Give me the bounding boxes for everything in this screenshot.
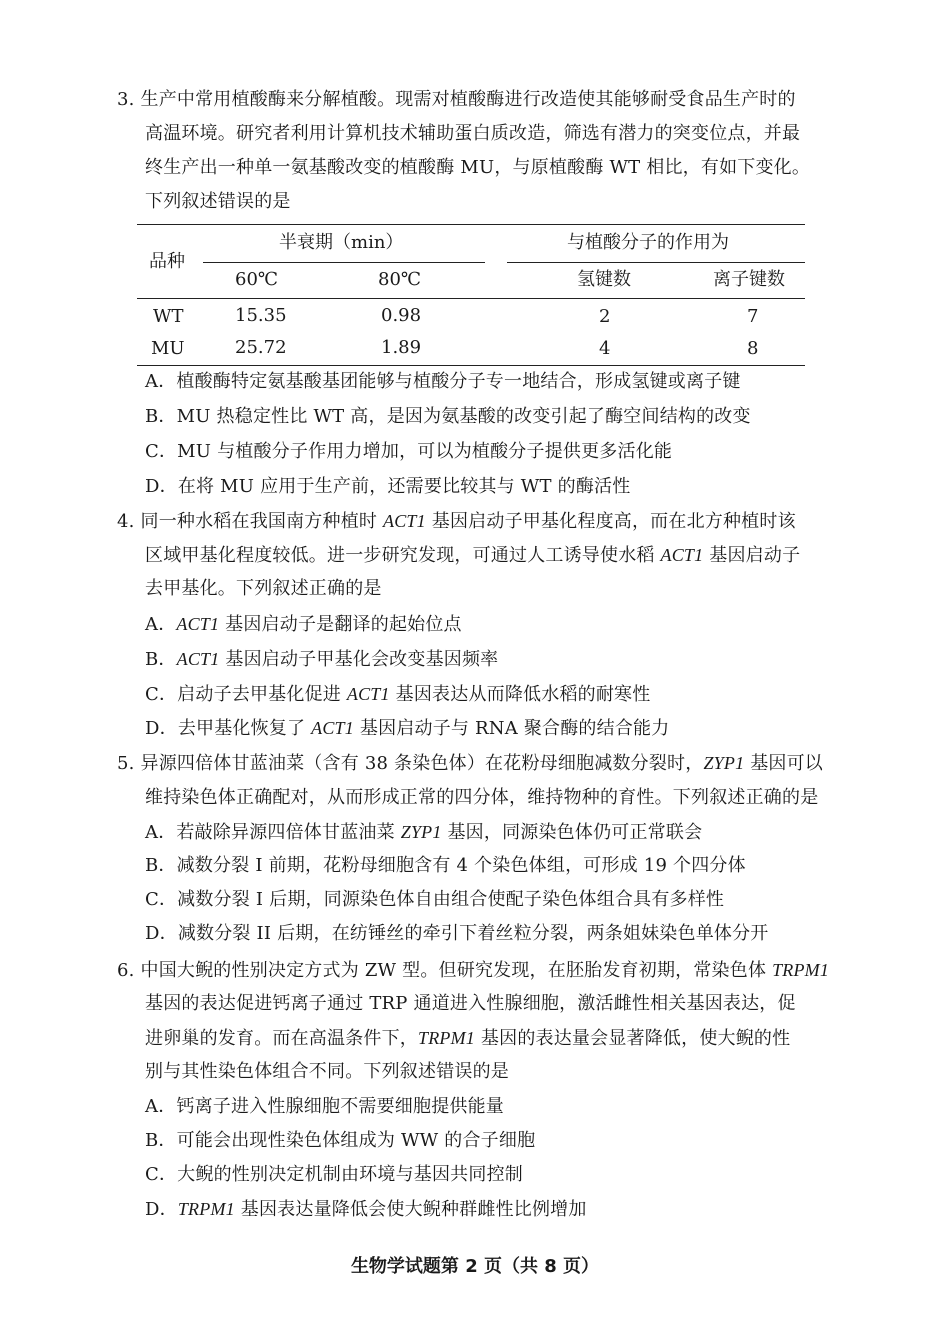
gene-name: ACT1	[660, 545, 704, 565]
q4-number: 4.	[117, 511, 135, 532]
q6-stem-text: 进卵巢的发育。而在高温条件下，	[145, 1028, 418, 1049]
page-footer: 生物学试题第 2 页（共 8 页）	[350, 1256, 600, 1277]
table-header-halflife: 半衰期（min）	[279, 232, 404, 253]
q5-stem-text: 基因可以	[750, 753, 824, 774]
gene-name: ZYP1	[400, 822, 442, 842]
q4-stem-line-1	[117, 509, 796, 534]
table-header-rule	[137, 298, 805, 299]
option-text: 基因启动子甲基化会改变基因频率	[225, 649, 499, 670]
table-row-wt-t80: 0.98	[381, 305, 422, 326]
q3-stem-line-1	[117, 88, 796, 112]
q6-number: 6.	[117, 960, 135, 981]
q5-stem-line-1	[117, 751, 823, 776]
option-text: 基因启动子与 RNA 聚合酶的结合能力	[359, 718, 670, 739]
q3-option-b: B．MU 热稳定性比 WT 高，是因为氨基酸的改变引起了酶空间结构的改变	[145, 406, 751, 427]
q5-stem-line-2: 维持染色体正确配对，从而形成正常的四分体，维持物种的育性。下列叙述正确的是	[145, 787, 819, 808]
table-row-mu-t80: 1.89	[381, 337, 422, 358]
q3-number: 3.	[117, 89, 135, 110]
q5-number: 5.	[117, 753, 135, 774]
q5-option-a	[145, 820, 702, 845]
q4-option-a	[145, 612, 462, 637]
q4-option-d	[145, 716, 669, 741]
option-label: D．	[145, 1199, 178, 1220]
q4-option-c	[145, 682, 650, 707]
q4-stem-text: 同一种水稻在我国南方种植时	[140, 511, 378, 532]
table-header-interaction: 与植酸分子的作用为	[567, 232, 729, 253]
table-subheader-ionic: 离子键数	[713, 269, 785, 290]
q4-stem-line-3: 去甲基化。下列叙述正确的是	[145, 578, 382, 599]
table-row-wt-variety: WT	[153, 306, 184, 327]
q6-stem-line-2: 基因的表达促进钙离子通过 TRP 通道进入性腺细胞，激活雌性相关基因表达，促	[145, 993, 796, 1014]
q4-stem-text: 基因启动子甲基化程度高，而在北方种植时该	[431, 511, 796, 532]
table-subheader-hbonds: 氢键数	[577, 269, 631, 290]
gene-name: ACT1	[176, 649, 220, 669]
table-row-mu-ionic: 8	[747, 338, 759, 359]
q3-data-table	[137, 224, 805, 366]
option-text: A．若敲除异源四倍体甘蓝油菜	[145, 822, 395, 843]
q3-option-a: A．植酸酶特定氨基酸基团能够与植酸分子专一地结合，形成氢键或离子键	[145, 371, 741, 392]
gene-name: TRPM1	[772, 960, 830, 980]
table-top-rule	[137, 224, 805, 225]
table-bottom-rule	[137, 365, 805, 366]
q3-stem-line-2: 高温环境。研究者利用计算机技术辅助蛋白质改造，筛选有潜力的突变位点，并最	[145, 123, 801, 144]
q6-option-d	[145, 1197, 587, 1222]
q3-stem-line-4: 下列叙述错误的是	[145, 191, 291, 212]
table-subheader-80c: 80℃	[378, 269, 422, 290]
q3-stem-text-1: 生产中常用植酸酶来分解植酸。现需对植酸酶进行改造使其能够耐受食品生产时的	[140, 89, 796, 110]
q6-stem-text: 中国大鲵的性别决定方式为 ZW 型。但研究发现，在胚胎发育初期，常染色体	[140, 960, 767, 981]
table-subheader-60c: 60℃	[235, 269, 279, 290]
gene-name: ACT1	[383, 511, 426, 531]
gene-name: ACT1	[176, 614, 220, 634]
gene-name: TRPM1	[418, 1028, 475, 1048]
q3-stem-line-3: 终生产出一种单一氨基酸改变的植酸酶 MU，与原植酸酶 WT 相比，有如下变化。	[145, 157, 811, 178]
table-row-wt-hbonds: 2	[599, 306, 611, 327]
option-text: 基因表达量降低会使大鲵种群雌性比例增加	[240, 1199, 587, 1220]
table-header-variety: 品种	[149, 251, 185, 272]
table-row-mu-variety: MU	[151, 338, 185, 359]
q6-stem-line-4: 别与其性染色体组合不同。下列叙述错误的是	[145, 1061, 509, 1082]
q4-stem-text: 基因启动子	[709, 545, 801, 566]
option-text: 基因表达从而降低水稻的耐寒性	[395, 684, 651, 705]
gene-name: ACT1	[311, 718, 354, 738]
table-row-wt-ionic: 7	[747, 306, 759, 327]
q5-option-c: C．减数分裂 I 后期，同源染色体自由组合使配子染色体组合具有多样性	[145, 889, 725, 910]
q6-option-b: B．可能会出现性染色体组成为 WW 的合子细胞	[145, 1130, 536, 1151]
q6-stem-line-1	[117, 958, 829, 983]
gene-name: ACT1	[346, 684, 390, 704]
table-row-mu-t60: 25.72	[235, 337, 287, 358]
q4-option-b	[145, 647, 498, 672]
q5-stem-text: 异源四倍体甘蓝油菜（含有 38 条染色体）在花粉母细胞减数分裂时，	[140, 753, 704, 774]
q6-stem-line-3	[145, 1026, 790, 1051]
option-label: A．	[145, 614, 177, 635]
q5-option-d: D．减数分裂 II 后期，在纺锤丝的牵引下着丝粒分裂，两条姐妹染色单体分开	[145, 923, 769, 944]
q6-option-a: A．钙离子进入性腺细胞不需要细胞提供能量	[145, 1096, 504, 1117]
option-text: 基因，同源染色体仍可正常联会	[447, 822, 703, 843]
gene-name: ZYP1	[703, 753, 745, 773]
option-text: C．启动子去甲基化促进	[145, 684, 341, 705]
table-halflife-rule	[203, 262, 485, 263]
option-label: B．	[145, 649, 177, 670]
table-row-wt-t60: 15.35	[235, 305, 287, 326]
q4-stem-text: 区域甲基化程度较低。进一步研究发现，可通过人工诱导使水稻	[145, 545, 655, 566]
gene-name: TRPM1	[177, 1199, 235, 1219]
option-text: 基因启动子是翻译的起始位点	[225, 614, 462, 635]
q4-stem-line-2	[145, 543, 800, 568]
q3-option-c: C．MU 与植酸分子作用力增加，可以为植酸分子提供更多活化能	[145, 441, 673, 462]
q3-option-d: D．在将 MU 应用于生产前，还需要比较其与 WT 的酶活性	[145, 476, 631, 497]
table-row-mu-hbonds: 4	[599, 338, 611, 359]
q6-option-c: C．大鲵的性别决定机制由环境与基因共同控制	[145, 1164, 523, 1185]
q5-option-b: B．减数分裂 I 前期，花粉母细胞含有 4 个染色体组，可形成 19 个四分体	[145, 855, 746, 876]
option-text: D．去甲基化恢复了	[145, 718, 306, 739]
q6-stem-text: 基因的表达量会显著降低，使大鲵的性	[480, 1028, 791, 1049]
table-interaction-rule	[507, 262, 805, 263]
